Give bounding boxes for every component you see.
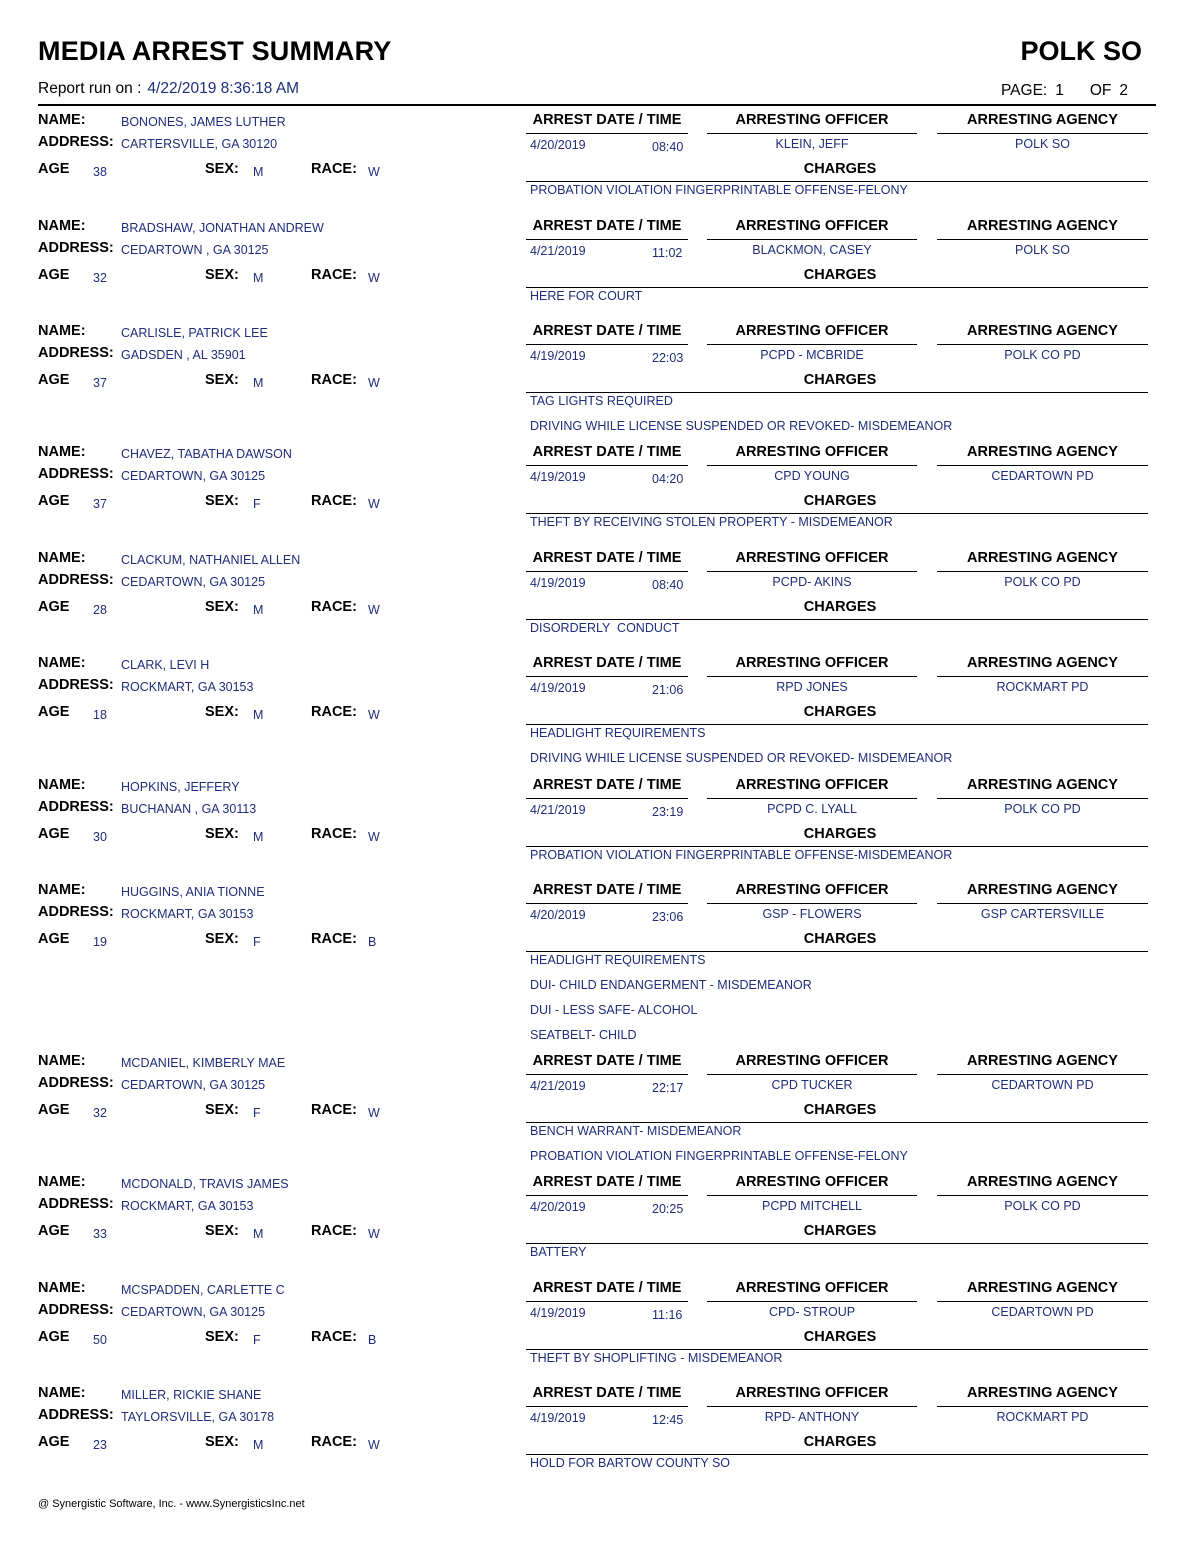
charges-underline [526, 513, 1148, 514]
footer-text: @ Synergistic Software, Inc. - www.SynergisticsInc.net [38, 1498, 305, 1510]
arresting-agency: CEDARTOWN PD [991, 1305, 1094, 1319]
charge-item: DRIVING WHILE LICENSE SUSPENDED OR REVOKED- MISDEMEANOR [530, 751, 953, 765]
header-underline [707, 1406, 917, 1407]
sex-label: SEX: [205, 493, 239, 509]
arresting-officer-header: ARRESTING OFFICER [735, 1280, 889, 1296]
charges-underline [526, 1243, 1148, 1244]
page-number: 1 [1055, 82, 1064, 99]
address-label: ADDRESS: [38, 1302, 114, 1318]
sex-label: SEX: [205, 1102, 239, 1118]
age-label: AGE [38, 826, 70, 842]
address-label: ADDRESS: [38, 1075, 114, 1091]
charge-item: PROBATION VIOLATION FINGERPRINTABLE OFFENSE-MISDEMEANOR [530, 848, 953, 862]
person-sex: M [253, 830, 264, 844]
charges-header: CHARGES [803, 1223, 877, 1239]
arrest-date: 4/19/2019 [530, 1306, 586, 1320]
race-label: RACE: [311, 826, 357, 842]
header-underline [707, 465, 917, 466]
arrest-date: 4/21/2019 [530, 1079, 586, 1093]
arresting-officer: RPD- ANTHONY [764, 1410, 860, 1424]
header-underline [707, 133, 917, 134]
arresting-agency-header: ARRESTING AGENCY [967, 112, 1118, 128]
charge-item: PROBATION VIOLATION FINGERPRINTABLE OFFENSE-FELONY [530, 1149, 908, 1163]
sex-label: SEX: [205, 1329, 239, 1345]
arresting-agency: CEDARTOWN PD [991, 469, 1094, 483]
arrest-date-time-header: ARREST DATE / TIME [532, 1174, 682, 1190]
agency-title: POLK SO [1020, 36, 1142, 66]
person-sex: F [253, 497, 261, 511]
arresting-officer: PCPD- AKINS [772, 575, 852, 589]
arrest-date: 4/19/2019 [530, 681, 586, 695]
arrest-date-time-header: ARREST DATE / TIME [532, 550, 682, 566]
arrest-time: 22:17 [652, 1081, 684, 1095]
sex-label: SEX: [205, 372, 239, 388]
header-underline [526, 465, 688, 466]
arrest-date: 4/19/2019 [530, 576, 586, 590]
arresting-officer-header: ARRESTING OFFICER [735, 777, 889, 793]
header-underline [526, 239, 688, 240]
person-address: CEDARTOWN, GA 30125 [121, 1078, 266, 1092]
charges-header: CHARGES [803, 704, 877, 720]
arresting-agency-header: ARRESTING AGENCY [967, 550, 1118, 566]
arrest-date: 4/19/2019 [530, 470, 586, 484]
arresting-agency-header: ARRESTING AGENCY [967, 882, 1118, 898]
arresting-agency-header: ARRESTING AGENCY [967, 1280, 1118, 1296]
arrest-date-time-header: ARREST DATE / TIME [532, 882, 682, 898]
arrest-time: 21:06 [652, 683, 684, 697]
arresting-officer-header: ARRESTING OFFICER [735, 550, 889, 566]
person-race: W [368, 376, 380, 390]
race-label: RACE: [311, 267, 357, 283]
arresting-agency: GSP CARTERSVILLE [980, 907, 1105, 921]
arresting-agency: POLK CO PD [1004, 1199, 1081, 1213]
charges-underline [526, 724, 1148, 725]
race-label: RACE: [311, 599, 357, 615]
arresting-agency-header: ARRESTING AGENCY [967, 323, 1118, 339]
age-label: AGE [38, 704, 70, 720]
charge-item: THEFT BY SHOPLIFTING - MISDEMEANOR [530, 1351, 783, 1365]
header-underline [937, 465, 1148, 466]
header-underline [937, 1074, 1148, 1075]
person-name: MCDONALD, TRAVIS JAMES [121, 1177, 289, 1191]
header-underline [526, 903, 688, 904]
arrest-date: 4/21/2019 [530, 803, 586, 817]
charge-item: TAG LIGHTS REQUIRED [530, 394, 673, 408]
person-race: B [368, 935, 377, 949]
race-label: RACE: [311, 1329, 357, 1345]
arrest-time: 20:25 [652, 1202, 684, 1216]
charges-header: CHARGES [803, 1329, 877, 1345]
charges-header: CHARGES [803, 267, 877, 283]
person-age: 37 [93, 497, 107, 511]
person-age: 32 [93, 271, 107, 285]
header-underline [707, 1074, 917, 1075]
arresting-officer: BLACKMON, CASEY [752, 243, 872, 257]
arresting-agency: POLK SO [1015, 243, 1070, 257]
name-label: NAME: [38, 882, 86, 898]
arrest-date-time-header: ARREST DATE / TIME [532, 444, 682, 460]
person-sex: F [253, 1106, 261, 1120]
charge-item: THEFT BY RECEIVING STOLEN PROPERTY - MISDEMEANOR [530, 515, 893, 529]
header-underline [937, 903, 1148, 904]
age-label: AGE [38, 267, 70, 283]
arrest-date: 4/19/2019 [530, 349, 586, 363]
name-label: NAME: [38, 550, 86, 566]
charges-header: CHARGES [803, 493, 877, 509]
charges-underline [526, 951, 1148, 952]
address-label: ADDRESS: [38, 1196, 114, 1212]
person-name: MILLER, RICKIE SHANE [121, 1388, 262, 1402]
person-address: ROCKMART, GA 30153 [121, 907, 254, 921]
address-label: ADDRESS: [38, 677, 114, 693]
person-race: W [368, 497, 380, 511]
person-address: CARTERSVILLE, GA 30120 [121, 137, 278, 151]
arresting-officer: PCPD - MCBRIDE [760, 348, 864, 362]
arrest-date-time-header: ARREST DATE / TIME [532, 1053, 682, 1069]
person-name: BRADSHAW, JONATHAN ANDREW [121, 221, 324, 235]
charges-header: CHARGES [803, 161, 877, 177]
name-label: NAME: [38, 1174, 86, 1190]
charges-header: CHARGES [803, 599, 877, 615]
arresting-officer-header: ARRESTING OFFICER [735, 1053, 889, 1069]
race-label: RACE: [311, 704, 357, 720]
charge-item: HERE FOR COURT [530, 289, 643, 303]
arresting-agency: ROCKMART PD [996, 680, 1089, 694]
report-run-label: Report run on : [38, 80, 142, 97]
header-underline [937, 571, 1148, 572]
charge-item: DUI- CHILD ENDANGERMENT - MISDEMEANOR [530, 978, 812, 992]
header-underline [707, 239, 917, 240]
person-name: CHAVEZ, TABATHA DAWSON [121, 447, 292, 461]
arresting-agency-header: ARRESTING AGENCY [967, 444, 1118, 460]
person-age: 23 [93, 1438, 107, 1452]
race-label: RACE: [311, 161, 357, 177]
person-race: W [368, 165, 380, 179]
charges-underline [526, 619, 1148, 620]
page-label: PAGE: [1000, 82, 1048, 99]
person-race: W [368, 603, 380, 617]
arresting-agency-header: ARRESTING AGENCY [967, 1385, 1118, 1401]
name-label: NAME: [38, 1280, 86, 1296]
header-underline [937, 344, 1148, 345]
charge-item: DUI - LESS SAFE- ALCOHOL [530, 1003, 698, 1017]
arrest-date-time-header: ARREST DATE / TIME [532, 1280, 682, 1296]
person-name: MCSPADDEN, CARLETTE C [121, 1283, 285, 1297]
person-race: W [368, 1106, 380, 1120]
name-label: NAME: [38, 112, 86, 128]
header-underline [937, 239, 1148, 240]
arresting-officer: PCPD MITCHELL [761, 1199, 863, 1213]
person-race: W [368, 271, 380, 285]
arresting-agency: POLK CO PD [1004, 575, 1081, 589]
charge-item: PROBATION VIOLATION FINGERPRINTABLE OFFENSE-FELONY [530, 183, 908, 197]
name-label: NAME: [38, 777, 86, 793]
person-age: 19 [93, 935, 107, 949]
charges-header: CHARGES [803, 1434, 877, 1450]
header-underline [707, 1195, 917, 1196]
person-age: 32 [93, 1106, 107, 1120]
charges-underline [526, 846, 1148, 847]
person-age: 37 [93, 376, 107, 390]
age-label: AGE [38, 931, 70, 947]
person-address: CEDARTOWN, GA 30125 [121, 469, 266, 483]
race-label: RACE: [311, 372, 357, 388]
age-label: AGE [38, 493, 70, 509]
header-underline [707, 903, 917, 904]
person-sex: M [253, 1438, 264, 1452]
name-label: NAME: [38, 1053, 86, 1069]
age-label: AGE [38, 1434, 70, 1450]
person-race: W [368, 1227, 380, 1241]
person-name: MCDANIEL, KIMBERLY MAE [121, 1056, 286, 1070]
race-label: RACE: [311, 493, 357, 509]
arresting-officer: RPD JONES [776, 680, 848, 694]
person-address: ROCKMART, GA 30153 [121, 680, 254, 694]
header-underline [526, 1195, 688, 1196]
header-underline [707, 676, 917, 677]
person-age: 33 [93, 1227, 107, 1241]
arresting-officer-header: ARRESTING OFFICER [735, 323, 889, 339]
arrest-date: 4/20/2019 [530, 1200, 586, 1214]
age-label: AGE [38, 1223, 70, 1239]
race-label: RACE: [311, 931, 357, 947]
arrest-date-time-header: ARREST DATE / TIME [532, 323, 682, 339]
arrest-time: 11:16 [652, 1308, 683, 1322]
person-race: B [368, 1333, 377, 1347]
person-age: 50 [93, 1333, 107, 1347]
person-sex: F [253, 1333, 261, 1347]
sex-label: SEX: [205, 267, 239, 283]
charges-underline [526, 1349, 1148, 1350]
person-sex: M [253, 271, 264, 285]
arresting-agency-header: ARRESTING AGENCY [967, 1053, 1118, 1069]
header-underline [526, 344, 688, 345]
arrest-date-time-header: ARREST DATE / TIME [532, 777, 682, 793]
arrest-date-time-header: ARREST DATE / TIME [532, 1385, 682, 1401]
charges-header: CHARGES [803, 931, 877, 947]
person-sex: M [253, 708, 264, 722]
name-label: NAME: [38, 444, 86, 460]
person-age: 18 [93, 708, 107, 722]
person-sex: F [253, 935, 261, 949]
arrest-date: 4/21/2019 [530, 244, 586, 258]
arrest-date: 4/19/2019 [530, 1411, 586, 1425]
header-underline [707, 344, 917, 345]
report-run-line [38, 80, 299, 98]
arresting-agency-header: ARRESTING AGENCY [967, 218, 1118, 234]
address-label: ADDRESS: [38, 904, 114, 920]
header-underline [526, 1406, 688, 1407]
person-name: CARLISLE, PATRICK LEE [121, 326, 268, 340]
person-address: ROCKMART, GA 30153 [121, 1199, 254, 1213]
arresting-officer: CPD- STROUP [768, 1305, 856, 1319]
arresting-officer-header: ARRESTING OFFICER [735, 444, 889, 460]
person-address: CEDARTOWN , GA 30125 [121, 243, 269, 257]
charges-underline [526, 1122, 1148, 1123]
charge-item: BENCH WARRANT- MISDEMEANOR [530, 1124, 742, 1138]
address-label: ADDRESS: [38, 1407, 114, 1423]
charges-underline [526, 181, 1148, 182]
sex-label: SEX: [205, 704, 239, 720]
arrest-time: 08:40 [652, 140, 684, 154]
arrest-date-time-header: ARREST DATE / TIME [532, 112, 682, 128]
header-underline [937, 676, 1148, 677]
age-label: AGE [38, 1102, 70, 1118]
arresting-agency: CEDARTOWN PD [991, 1078, 1094, 1092]
report-run-value: 4/22/2019 8:36:18 AM [147, 80, 300, 97]
header-underline [937, 1406, 1148, 1407]
page-title: MEDIA ARREST SUMMARY [38, 36, 392, 66]
sex-label: SEX: [205, 826, 239, 842]
arresting-officer-header: ARRESTING OFFICER [735, 1174, 889, 1190]
sex-label: SEX: [205, 161, 239, 177]
race-label: RACE: [311, 1102, 357, 1118]
charge-item: HOLD FOR BARTOW COUNTY SO [530, 1456, 731, 1470]
arrest-time: 23:19 [652, 805, 684, 819]
arresting-agency-header: ARRESTING AGENCY [967, 655, 1118, 671]
header-underline [526, 133, 688, 134]
person-address: CEDARTOWN, GA 30125 [121, 1305, 266, 1319]
arresting-officer-header: ARRESTING OFFICER [735, 655, 889, 671]
age-label: AGE [38, 372, 70, 388]
person-name: HUGGINS, ANIA TIONNE [121, 885, 265, 899]
arresting-officer: CPD TUCKER [771, 1078, 853, 1092]
person-sex: M [253, 603, 264, 617]
arrest-time: 23:06 [652, 910, 684, 924]
name-label: NAME: [38, 218, 86, 234]
page-total: 2 [1119, 82, 1128, 99]
charges-header: CHARGES [803, 826, 877, 842]
person-sex: M [253, 165, 264, 179]
sex-label: SEX: [205, 931, 239, 947]
charges-underline [526, 287, 1148, 288]
arresting-officer-header: ARRESTING OFFICER [735, 1385, 889, 1401]
address-label: ADDRESS: [38, 572, 114, 588]
header-underline [937, 798, 1148, 799]
header-underline [937, 1301, 1148, 1302]
arrest-date: 4/20/2019 [530, 908, 586, 922]
header-underline [707, 571, 917, 572]
arrest-time: 04:20 [652, 472, 684, 486]
charges-header: CHARGES [803, 372, 877, 388]
charges-header: CHARGES [803, 1102, 877, 1118]
charge-item: DISORDERLY CONDUCT [530, 621, 680, 635]
charge-item: HEADLIGHT REQUIREMENTS [530, 953, 706, 967]
person-name: HOPKINS, JEFFERY [121, 780, 240, 794]
header-underline [707, 1301, 917, 1302]
charges-underline [526, 1454, 1148, 1455]
sex-label: SEX: [205, 1223, 239, 1239]
charge-item: DRIVING WHILE LICENSE SUSPENDED OR REVOKED- MISDEMEANOR [530, 419, 953, 433]
arresting-officer-header: ARRESTING OFFICER [735, 112, 889, 128]
arrest-time: 22:03 [652, 351, 684, 365]
person-sex: M [253, 376, 264, 390]
name-label: NAME: [38, 1385, 86, 1401]
header-underline [526, 571, 688, 572]
arresting-officer: PCPD C. LYALL [767, 802, 857, 816]
arrest-time: 12:45 [652, 1413, 684, 1427]
arresting-officer-header: ARRESTING OFFICER [735, 882, 889, 898]
address-label: ADDRESS: [38, 466, 114, 482]
person-age: 38 [93, 165, 107, 179]
arresting-officer: KLEIN, JEFF [775, 137, 849, 151]
header-underline [937, 1195, 1148, 1196]
arresting-agency: POLK SO [1015, 137, 1070, 151]
person-race: W [368, 830, 380, 844]
address-label: ADDRESS: [38, 799, 114, 815]
arresting-agency-header: ARRESTING AGENCY [967, 777, 1118, 793]
address-label: ADDRESS: [38, 240, 114, 256]
page-of-label: OF [1089, 82, 1112, 99]
person-name: CLACKUM, NATHANIEL ALLEN [121, 553, 301, 567]
person-address: TAYLORSVILLE, GA 30178 [121, 1410, 275, 1424]
header-underline [937, 133, 1148, 134]
person-address: BUCHANAN , GA 30113 [121, 802, 257, 816]
charge-item: HEADLIGHT REQUIREMENTS [530, 726, 706, 740]
header-underline [526, 676, 688, 677]
sex-label: SEX: [205, 599, 239, 615]
arresting-officer: CPD YOUNG [774, 469, 850, 483]
arresting-agency: POLK CO PD [1004, 348, 1081, 362]
race-label: RACE: [311, 1434, 357, 1450]
arrest-date-time-header: ARREST DATE / TIME [532, 655, 682, 671]
person-sex: M [253, 1227, 264, 1241]
arresting-agency: ROCKMART PD [996, 1410, 1089, 1424]
person-name: CLARK, LEVI H [121, 658, 210, 672]
arrest-date: 4/20/2019 [530, 138, 586, 152]
charge-item: BATTERY [530, 1245, 587, 1259]
person-address: CEDARTOWN, GA 30125 [121, 575, 266, 589]
address-label: ADDRESS: [38, 345, 114, 361]
header-rule [38, 104, 1156, 106]
arrest-time: 08:40 [652, 578, 684, 592]
header-underline [526, 1301, 688, 1302]
person-race: W [368, 708, 380, 722]
arresting-officer-header: ARRESTING OFFICER [735, 218, 889, 234]
person-name: BONONES, JAMES LUTHER [121, 115, 286, 129]
charges-underline [526, 392, 1148, 393]
name-label: NAME: [38, 323, 86, 339]
arresting-agency: POLK CO PD [1004, 802, 1081, 816]
race-label: RACE: [311, 1223, 357, 1239]
header-underline [707, 798, 917, 799]
sex-label: SEX: [205, 1434, 239, 1450]
age-label: AGE [38, 599, 70, 615]
person-age: 28 [93, 603, 107, 617]
arrest-time: 11:02 [652, 246, 683, 260]
person-race: W [368, 1438, 380, 1452]
header-underline [526, 1074, 688, 1075]
person-age: 30 [93, 830, 107, 844]
name-label: NAME: [38, 655, 86, 671]
arresting-officer: GSP - FLOWERS [762, 907, 862, 921]
age-label: AGE [38, 1329, 70, 1345]
arresting-agency-header: ARRESTING AGENCY [967, 1174, 1118, 1190]
arrest-date-time-header: ARREST DATE / TIME [532, 218, 682, 234]
header-underline [526, 798, 688, 799]
charge-item: SEATBELT- CHILD [530, 1028, 637, 1042]
age-label: AGE [38, 161, 70, 177]
page-indicator [1001, 82, 1128, 100]
person-address: GADSDEN , AL 35901 [121, 348, 246, 362]
address-label: ADDRESS: [38, 134, 114, 150]
